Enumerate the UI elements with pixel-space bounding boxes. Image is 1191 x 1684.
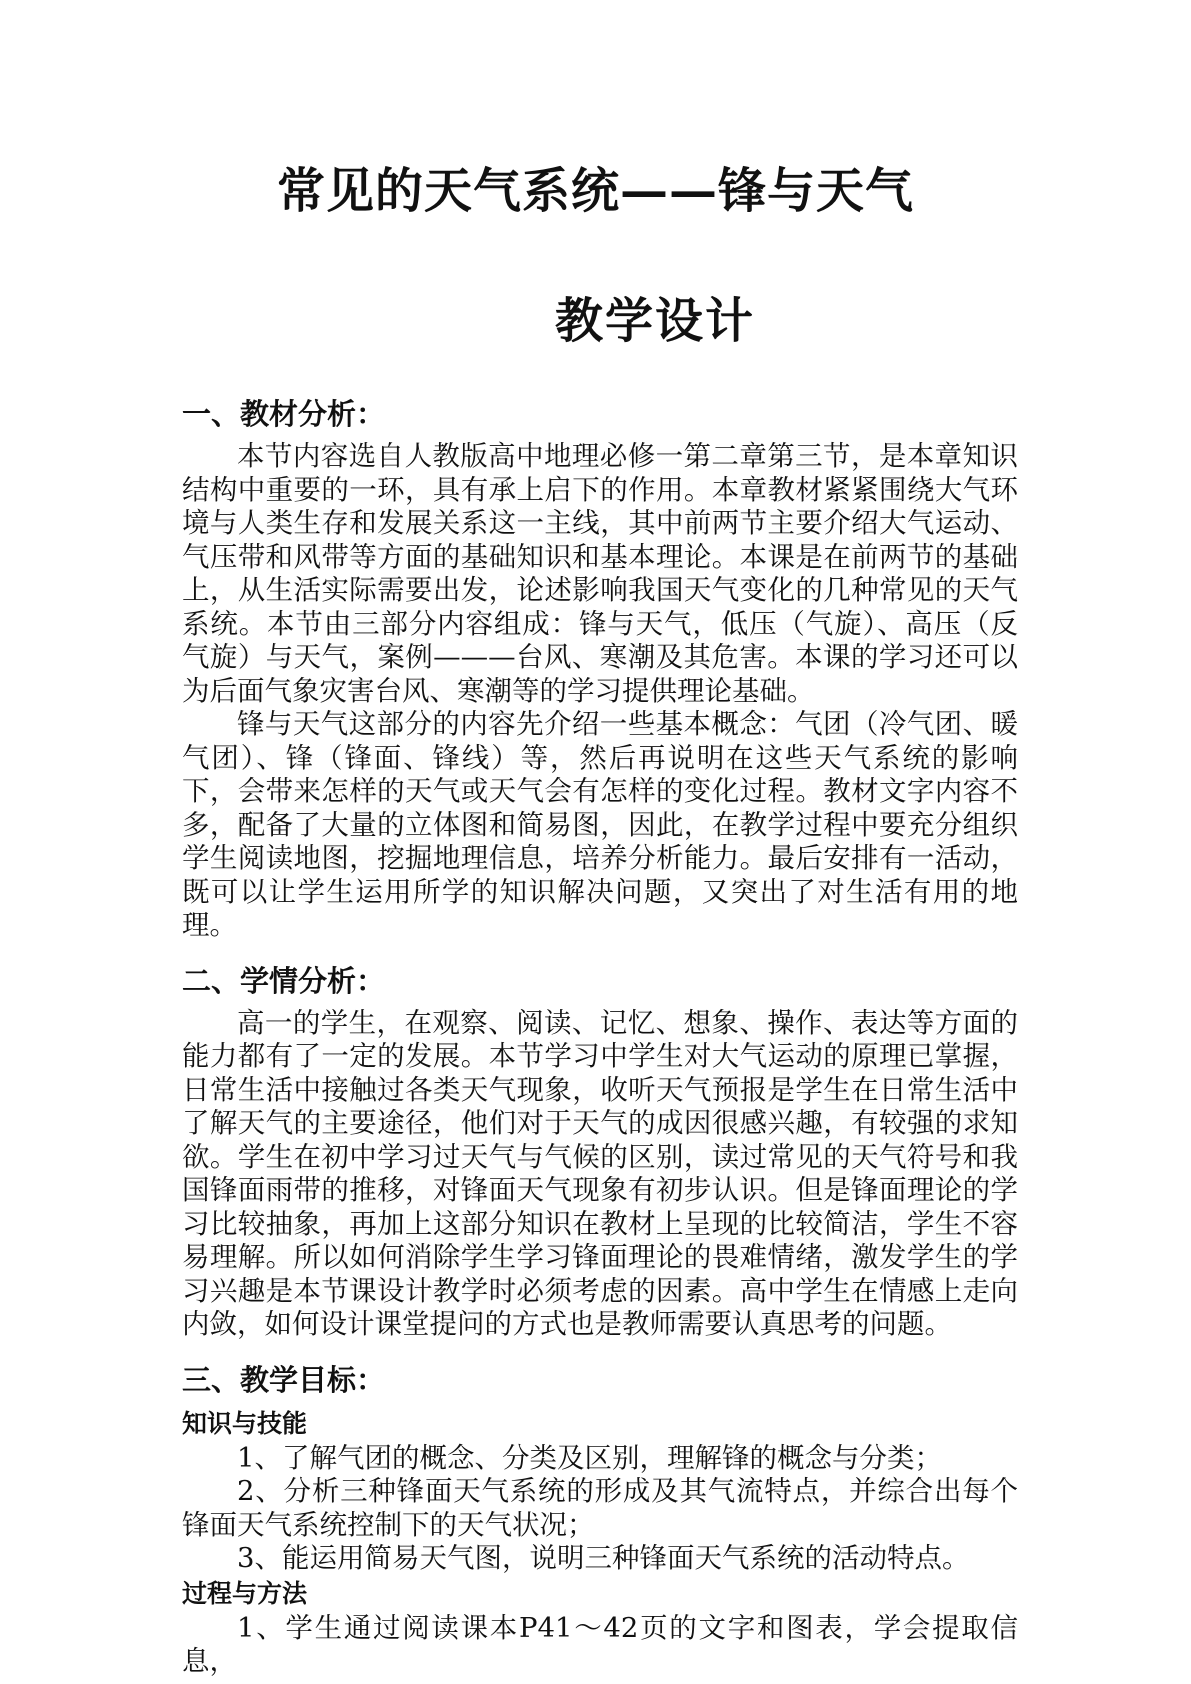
- section-heading-textbook-analysis: 一、教材分析：: [182, 397, 386, 431]
- objective-item: 3、能运用简易天气图，说明三种锋面天气系统的活动特点。: [237, 1542, 970, 1574]
- objective-item: 1、了解气团的概念、分类及区别，理解锋的概念与分类；: [237, 1441, 942, 1474]
- document-body: [182, 388, 1018, 1679]
- objective-item: 1、学生通过阅读课本P41～42页的文字和图表，学会提取信息，: [182, 1611, 1018, 1677]
- paragraph: 锋与天气这部分的内容先介绍一些基本概念：气团（冷气团、暖气团）、锋（锋面、锋线）等，然后再说明在这些天气系统的影响下，会带来怎样的天气或天气会有怎样的变化过程。教材文字内容不多，配备了大量的立体图和简易图，因此，在教学过程中要充分组织学生阅读地图，挖掘地理信息，培养分析能力。最后安排有一活动，既可以让学生运用所学的知识解决问题，又突出了对生活有用的地理。: [182, 708, 1018, 941]
- paragraph: 本节内容选自人教版高中地理必修一第二章第三节，是本章知识结构中重要的一环，具有承上启下的作用。本章教材紧紧围绕大气环境与人类生存和发展关系这一主线，其中前两节主要介绍大气运动、气压带和风带等方面的基础知识和基本理论。本课是在前两节的基础上，从生活实际需要出发，论述影响我国天气变化的几种常见的天气系统。本节由三部分内容组成：锋与天气，低压（气旋）、高压（反气旋）与天气，案例———台风、寒潮及其危害。本课的学习还可以为后面气象灾害台风、寒潮等的学习提供理论基础。: [182, 440, 1018, 707]
- section-heading-teaching-objectives: 三、教学目标：: [182, 1362, 386, 1397]
- objective-item: 2、分析三种锋面天气系统的形成及其气流特点，并综合出每个锋面天气系统控制下的天气状况；: [182, 1475, 1018, 1541]
- document-title: 常见的天气系统——锋与天气: [276, 163, 914, 219]
- section-heading-learner-analysis: 二、学情分析：: [182, 963, 386, 998]
- subsection-heading-process-methods: 过程与方法: [182, 1578, 308, 1608]
- document-subtitle: 教学设计: [555, 293, 756, 349]
- subsection-heading-knowledge-skills: 知识与技能: [182, 1408, 308, 1438]
- paragraph: 高一的学生，在观察、阅读、记忆、想象、操作、表达等方面的能力都有了一定的发展。本节学习中学生对大气运动的原理已掌握，日常生活中接触过各类天气现象，收听天气预报是学生在日常生活中了解天气的主要途径，他们对于天气的成因很感兴趣，有较强的求知欲。学生在初中学习过天气与气候的区别，读过常见的天气符号和我国锋面雨带的推移，对锋面天气现象有初步认识。但是锋面理论的学习比较抽象，再加上这部分知识在教材上呈现的比较简洁，学生不容易理解。所以如何消除学生学习锋面理论的畏难情绪，激发学生的学习兴趣是本节课设计教学时必须考虑的因素。高中学生在情感上走向内敛，如何设计课堂提问的方式也是教师需要认真思考的问题。: [182, 1006, 1018, 1340]
